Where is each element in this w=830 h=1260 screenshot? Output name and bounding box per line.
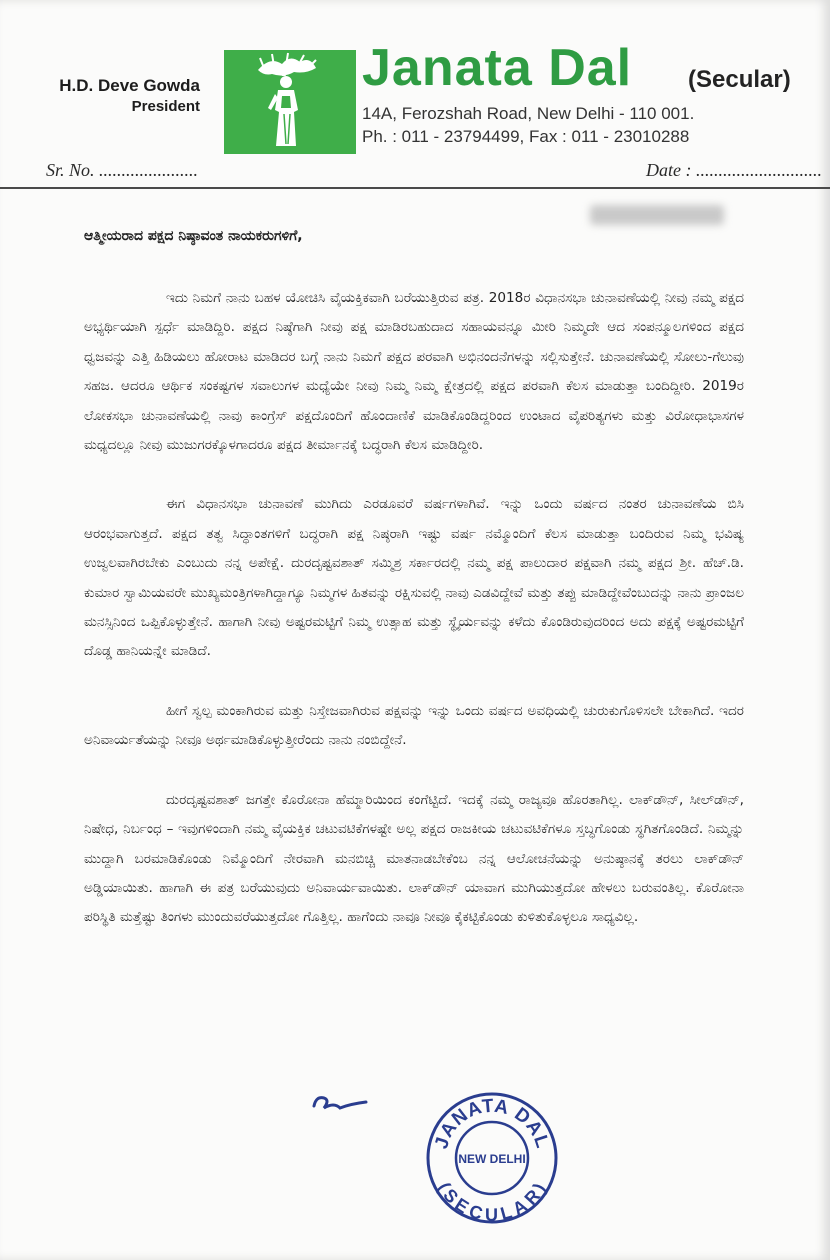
svg-text:(SECULAR) <box>434 1179 550 1225</box>
president-name: H.D. Deve Gowda <box>59 76 200 95</box>
party-seal-stamp <box>424 1090 560 1226</box>
paragraph: ಇದು ನಿಮಗೆ ನಾನು ಬಹಳ ಯೋಚಿಸಿ ವೈಯಕ್ತಿಕವಾಗಿ ಬರೆಯುತ್ತಿರುವ ಪತ್ರ. 2018ರ ವಿಧಾನಸಭಾ ಚುನಾವಣೆಯಲ್ಲಿ ನೀವು ನಮ್ಮ ಪಕ್ಷದ ಅಭ್ಯರ್ಥಿಯಾಗಿ ಸ್ಪರ್ಧೆ ಮಾಡಿದ್ದಿರಿ. ಪಕ್ಷದ ನಿಷ್ಠೆಗಾಗಿ ನೀವು ಪಕ್ಷ ಮಾಡಿರಬಹುದಾದ ಸಹಾಯವನ್ನೂ ಮೀರಿ ನಿಮ್ಮದೇ ಆದ ಸಂಪನ್ಮೂಲಗಳಿಂದ ಪಕ್ಷದ ಧ್ವಜವನ್ನು ಎತ್ತಿ ಹಿಡಿಯಲು ಹೋರಾಟ ಮಾಡಿದರ ಬಗ್ಗೆ ನಾನು ನಿಮಗೆ ಪಕ್ಷದ ಪರವಾಗಿ ಅಭಿನಂದನೆಗಳನ್ನು ಸಲ್ಲಿಸುತ್ತೇನೆ. ಚುನಾವಣೆಯಲ್ಲಿ ಸೋಲು-ಗೆಲುವು ಸಹಜ. ಆದರೂ ಆರ್ಥಿಕ ಸಂಕಷ್ಟಗಳ ಸವಾಲುಗಳ ಮಧ್ಯೆಯೇ ನೀವು ನಿಮ್ಮ ನಿಮ್ಮ ಕ್ಷೇತ್ರದಲ್ಲಿ ಪಕ್ಷದ ಪರವಾಗಿ ಕೆಲಸ ಮಾಡುತ್ತಾ ಬಂದಿದ್ದೀರಿ. 2019ರ ಲೋಕಸಭಾ ಚುನಾವಣೆಯಲ್ಲಿ ನಾವು ಕಾಂಗ್ರೆಸ್ ಪಕ್ಷದೊಂದಿಗೆ ಹೊಂದಾಣಿಕೆ ಮಾಡಿಕೊಂಡಿದ್ದರಿಂದ ಉಂಟಾದ ವೈಪರಿತ್ಯಗಳು ಮತ್ತು ವಿರೋಧಾಭಾಸಗಳ ಮಧ್ಯದಲ್ಲೂ ನೀವು ಮುಜುಗರಕ್ಕೊಳಗಾದರೂ ಪಕ್ಷದ ತೀರ್ಮಾನಕ್ಕೆ ಬದ್ಧರಾಗಿ ಕೆಲಸ ಮಾಡಿದ್ದೀರಿ. <box>84 290 744 454</box>
paragraph: ಈಗ ವಿಧಾನಸಭಾ ಚುನಾವಣೆ ಮುಗಿದು ಎರಡೂವರೆ ವರ್ಷಗಳಾಗಿವೆ. ಇನ್ನು ಒಂದು ವರ್ಷದ ನಂತರ ಚುನಾವಣೆಯ ಬಿಸಿ ಆರಂಭವಾಗುತ್ತದೆ. ಪಕ್ಷದ ತತ್ವ ಸಿದ್ಧಾಂತಗಳಿಗೆ ಬದ್ಧರಾಗಿ ಪಕ್ಷ ನಿಷ್ಠರಾಗಿ ಇಷ್ಟು ವರ್ಷ ನಮ್ಮೊಂದಿಗೆ ಕೆಲಸ ಮಾಡುತ್ತಾ ಬಂದಿರುವ ನಿಮ್ಮ ಭವಿಷ್ಯ ಉಜ್ವಲವಾಗಿರಬೇಕು ಎಂಬುದು ನನ್ನ ಅಪೇಕ್ಷೆ. ದುರದೃಷ್ಟವಶಾತ್ ಸಮ್ಮಿಶ್ರ ಸರ್ಕಾರದಲ್ಲಿ ನಮ್ಮ ಪಕ್ಷ ಪಾಲುದಾರ ಪಕ್ಷವಾಗಿ ನಮ್ಮ ಪಕ್ಷದ ಶ್ರೀ. ಹೆಚ್.ಡಿ. ಕುಮಾರ ಸ್ವಾಮಿಯವರೇ ಮುಖ್ಯಮಂತ್ರಿಗಳಾಗಿದ್ದಾಗ್ಯೂ ನಿಮ್ಮಗಳ ಹಿತವನ್ನು ರಕ್ಷಿಸುವಲ್ಲಿ ನಾವು ಎಡವಿದ್ದೇವೆ ಮತ್ತು ತಪ್ಪು ಮಾಡಿದ್ದೇವೆಂಬುದನ್ನು ನಾನು ಪ್ರಾಂಜಲ ಮನಸ್ಸಿನಿಂದ ಒಪ್ಪಿಕೊಳ್ಳುತ್ತೇನೆ. ಹಾಗಾಗಿ ನೀವು ಅಷ್ಟರಮಟ್ಟಿಗೆ ನಿಮ್ಮ ಉತ್ಸಾಹ ಮತ್ತು ಸ್ಥೈರ್ಯವನ್ನು ಕಳೆದು ಕೊಂಡಿರುವುದರಿಂದ ಅದು ಪಕ್ಷಕ್ಕೆ ಅಷ್ಟರಮಟ್ಟಿಗೆ ದೊಡ್ಡ ಹಾನಿಯನ್ನೇ ಮಾಡಿದೆ. <box>84 496 744 660</box>
svg-text:JANATA DAL <box>431 1096 553 1152</box>
party-suffix: (Secular) <box>688 66 791 93</box>
paragraph: ಹೀಗೆ ಸ್ವಲ್ಪ ಮಂಕಾಗಿರುವ ಮತ್ತು ನಿಸ್ತೇಜವಾಗಿರುವ ಪಕ್ಷವನ್ನು ಇನ್ನು ಒಂದು ವರ್ಷದ ಅವಧಿಯಲ್ಲಿ ಚುರುಕುಗೊಳಿಸಲೇ ಬೇಕಾಗಿದೆ. ಇದರ ಅನಿವಾರ್ಯತೆಯನ್ನು ನೀವೂ ಅರ್ಥಮಾಡಿಕೊಳ್ಳುತ್ತೀರೆಂದು ನಾನು ನಂಬಿದ್ದೇನೆ. <box>84 702 744 749</box>
seal-top-text: JANATA DAL <box>431 1095 553 1152</box>
letter-body <box>84 228 744 963</box>
salutation: ಆತ್ಮೀಯರಾದ ಪಕ್ಷದ ನಿಷ್ಠಾವಂತ ನಾಯಕರುಗಳಿಗೆ, <box>84 228 303 244</box>
serial-number-field: Sr. No. ...................... <box>46 160 199 180</box>
party-emblem <box>224 50 356 154</box>
contact-line: Ph. : 011 - 23794499, Fax : 011 - 23010288 <box>362 127 690 146</box>
redacted-date-stamp <box>590 205 724 225</box>
date-field: Date : ............................ <box>646 160 822 180</box>
header-divider <box>0 187 830 189</box>
address-line: 14A, Ferozshah Road, New Delhi - 110 001. <box>362 104 695 123</box>
handwritten-signature <box>310 1086 370 1116</box>
party-name: Janata Dal <box>362 39 633 97</box>
seal-center-text: NEW DELHI <box>458 1152 526 1166</box>
farmer-woman-carrying-paddy-icon <box>224 50 356 154</box>
president-block <box>44 76 200 115</box>
president-title: President <box>131 98 200 115</box>
seal-bottom-text: (SECULAR) <box>433 1179 551 1225</box>
paragraph: ದುರದೃಷ್ಟವಶಾತ್ ಜಗತ್ತೇ ಕೊರೋನಾ ಹೆಮ್ಮಾರಿಯಿಂದ ಕಂಗೆಟ್ಟಿದೆ. ಇದಕ್ಕೆ ನಮ್ಮ ರಾಜ್ಯವೂ ಹೊರತಾಗಿಲ್ಲ. ಲಾಕ್‌ಡೌನ್, ಸೀಲ್‌ಡೌನ್, ನಿಷೇಧ, ನಿರ್ಬಂಧ – ಇವುಗಳಿಂದಾಗಿ ನಮ್ಮ ವೈಯಕ್ತಿಕ ಚಟುವಟಿಕೆಗಳಷ್ಟೇ ಅಲ್ಲ ಪಕ್ಷದ ರಾಜಕೀಯ ಚಟುವಟಿಕೆಗಳೂ ಸ್ತಬ್ಧಗೊಂಡು ಸ್ಥಗಿತಗೊಂಡಿದೆ. ನಿಮ್ಮನ್ನು ಮುದ್ದಾಗಿ ಬರಮಾಡಿಕೊಂಡು ನಿಮ್ಮೊಂದಿಗೆ ನೇರವಾಗಿ ಮನಬಿಚ್ಚಿ ಮಾತನಾಡಬೇಕೆಂಬ ನನ್ನ ಆಲೋಚನೆಯನ್ನು ಅನುಷ್ಠಾನಕ್ಕೆ ತರಲು ಲಾಕ್‌ಡೌನ್ ಅಡ್ಡಿಯಾಯಿತು. ಹಾಗಾಗಿ ಈ ಪತ್ರ ಬರೆಯುವುದು ಅನಿವಾರ್ಯವಾಯಿತು. ಲಾಕ್‌ಡೌನ್ ಯಾವಾಗ ಮುಗಿಯುತ್ತದೋ ಹೇಳಲು ಬರುವಂತಿಲ್ಲ. ಕೊರೋನಾ ಪರಿಸ್ಥಿತಿ ಮತ್ತೆಷ್ಟು ತಿಂಗಳು ಮುಂದುವರೆಯುತ್ತದೋ ಗೊತ್ತಿಲ್ಲ. ಹಾಗೆಂದು ನಾವೂ ನೀವೂ ಕೈಕಟ್ಟಿಕೊಂಡು ಕುಳಿತುಕೊಳ್ಳಲೂ ಸಾಧ್ಯವಿಲ್ಲ. <box>84 791 744 926</box>
